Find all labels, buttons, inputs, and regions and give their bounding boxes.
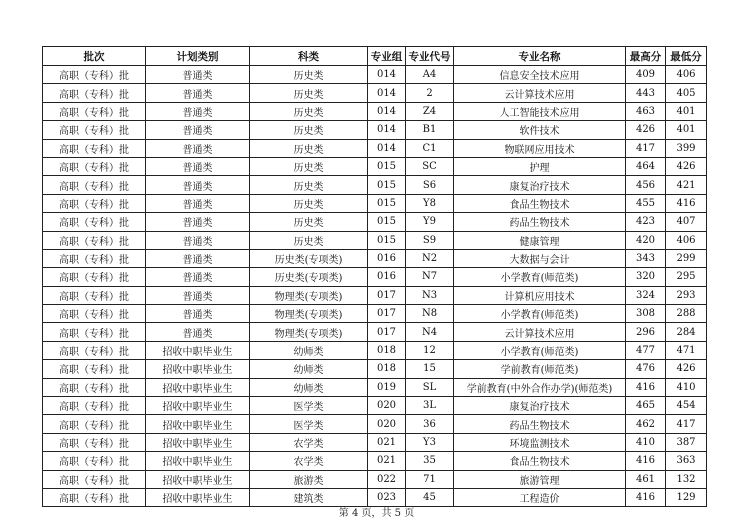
cell-batch: 高职（专科）批 (43, 286, 146, 304)
cell-min-score: 406 (666, 66, 707, 84)
cell-major-group: 020 (368, 415, 406, 433)
cell-min-score: 401 (666, 102, 707, 120)
cell-plan-category: 普通类 (146, 121, 250, 139)
cell-min-score: 405 (666, 84, 707, 102)
cell-plan-category: 招收中职毕业生 (146, 360, 250, 378)
cell-major-group: 017 (368, 286, 406, 304)
cell-major-group: 016 (368, 249, 406, 267)
cell-plan-category: 普通类 (146, 213, 250, 231)
cell-batch: 高职（专科）批 (43, 470, 146, 488)
cell-major-name: 大数据与会计 (454, 249, 626, 267)
cell-subject-type: 幼师类 (250, 378, 368, 396)
cell-min-score: 284 (666, 323, 707, 341)
header-subject-type: 科类 (250, 47, 368, 66)
cell-major-name: 食品生物技术 (454, 452, 626, 470)
table-row (43, 397, 707, 415)
cell-max-score: 343 (626, 249, 666, 267)
admission-score-table (42, 46, 707, 507)
page-footer: 第 4 页，共 5 页 (338, 508, 415, 519)
cell-major-name: 健康管理 (454, 231, 626, 249)
cell-plan-category: 普通类 (146, 194, 250, 212)
cell-major-code: 35 (406, 452, 454, 470)
cell-major-code: A4 (406, 66, 454, 84)
cell-major-group: 014 (368, 102, 406, 120)
cell-major-name: 康复治疗技术 (454, 176, 626, 194)
cell-major-name: 人工智能技术应用 (454, 102, 626, 120)
cell-min-score: 416 (666, 194, 707, 212)
cell-plan-category: 普通类 (146, 66, 250, 84)
cell-max-score: 416 (626, 488, 666, 506)
cell-plan-category: 招收中职毕业生 (146, 341, 250, 359)
header-batch: 批次 (43, 47, 146, 66)
cell-batch: 高职（专科）批 (43, 488, 146, 506)
cell-max-score: 456 (626, 176, 666, 194)
cell-major-group: 015 (368, 157, 406, 175)
cell-plan-category: 普通类 (146, 305, 250, 323)
cell-batch: 高职（专科）批 (43, 397, 146, 415)
cell-min-score: 410 (666, 378, 707, 396)
table-row (43, 268, 707, 286)
cell-major-code: C1 (406, 139, 454, 157)
cell-batch: 高职（专科）批 (43, 305, 146, 323)
cell-major-name: 食品生物技术 (454, 194, 626, 212)
table-row (43, 470, 707, 488)
cell-subject-type: 历史类 (250, 157, 368, 175)
cell-subject-type: 历史类 (250, 121, 368, 139)
cell-plan-category: 普通类 (146, 286, 250, 304)
cell-major-name: 环境监测技术 (454, 433, 626, 451)
header-major-name: 专业名称 (454, 47, 626, 66)
cell-major-code: 71 (406, 470, 454, 488)
cell-major-code: N3 (406, 286, 454, 304)
cell-major-group: 018 (368, 360, 406, 378)
cell-major-name: 护理 (454, 157, 626, 175)
cell-subject-type: 历史类(专项类) (250, 268, 368, 286)
cell-max-score: 324 (626, 286, 666, 304)
cell-major-code: Y8 (406, 194, 454, 212)
cell-min-score: 401 (666, 121, 707, 139)
cell-min-score: 387 (666, 433, 707, 451)
cell-batch: 高职（专科）批 (43, 231, 146, 249)
cell-max-score: 464 (626, 157, 666, 175)
cell-batch: 高职（专科）批 (43, 268, 146, 286)
cell-plan-category: 普通类 (146, 176, 250, 194)
table-row (43, 286, 707, 304)
table-row (43, 415, 707, 433)
cell-max-score: 409 (626, 66, 666, 84)
cell-major-code: SL (406, 378, 454, 396)
cell-batch: 高职（专科）批 (43, 452, 146, 470)
cell-major-code: 15 (406, 360, 454, 378)
cell-batch: 高职（专科）批 (43, 323, 146, 341)
cell-min-score: 407 (666, 213, 707, 231)
cell-major-code: Y3 (406, 433, 454, 451)
table-row (43, 194, 707, 212)
cell-plan-category: 招收中职毕业生 (146, 488, 250, 506)
cell-subject-type: 幼师类 (250, 341, 368, 359)
cell-max-score: 308 (626, 305, 666, 323)
cell-major-name: 康复治疗技术 (454, 397, 626, 415)
cell-major-group: 015 (368, 231, 406, 249)
cell-max-score: 443 (626, 84, 666, 102)
cell-major-code: Y9 (406, 213, 454, 231)
cell-max-score: 465 (626, 397, 666, 415)
cell-max-score: 462 (626, 415, 666, 433)
cell-major-group: 015 (368, 213, 406, 231)
cell-major-group: 014 (368, 139, 406, 157)
cell-min-score: 426 (666, 157, 707, 175)
cell-plan-category: 普通类 (146, 231, 250, 249)
cell-min-score: 421 (666, 176, 707, 194)
cell-major-code: 12 (406, 341, 454, 359)
cell-min-score: 293 (666, 286, 707, 304)
cell-major-code: 45 (406, 488, 454, 506)
cell-batch: 高职（专科）批 (43, 360, 146, 378)
cell-subject-type: 历史类 (250, 84, 368, 102)
cell-batch: 高职（专科）批 (43, 176, 146, 194)
cell-major-name: 工程造价 (454, 488, 626, 506)
cell-max-score: 416 (626, 378, 666, 396)
cell-min-score: 426 (666, 360, 707, 378)
cell-major-group: 014 (368, 66, 406, 84)
cell-major-group: 021 (368, 452, 406, 470)
header-plan-category: 计划类别 (146, 47, 250, 66)
cell-major-name: 物联网应用技术 (454, 139, 626, 157)
cell-major-code: 2 (406, 84, 454, 102)
cell-max-score: 476 (626, 360, 666, 378)
cell-plan-category: 普通类 (146, 84, 250, 102)
cell-subject-type: 历史类 (250, 194, 368, 212)
cell-subject-type: 医学类 (250, 415, 368, 433)
cell-subject-type: 农学类 (250, 452, 368, 470)
table-row (43, 102, 707, 120)
cell-major-group: 017 (368, 323, 406, 341)
cell-max-score: 410 (626, 433, 666, 451)
cell-major-code: SC (406, 157, 454, 175)
table-row (43, 84, 707, 102)
cell-major-code: 36 (406, 415, 454, 433)
cell-major-group: 016 (368, 268, 406, 286)
cell-subject-type: 建筑类 (250, 488, 368, 506)
header-major-code: 专业代号 (406, 47, 454, 66)
cell-min-score: 471 (666, 341, 707, 359)
cell-batch: 高职（专科）批 (43, 249, 146, 267)
cell-subject-type: 历史类 (250, 139, 368, 157)
header-major-group: 专业组 (368, 47, 406, 66)
cell-batch: 高职（专科）批 (43, 415, 146, 433)
cell-plan-category: 招收中职毕业生 (146, 433, 250, 451)
cell-major-code: N4 (406, 323, 454, 341)
cell-plan-category: 招收中职毕业生 (146, 415, 250, 433)
cell-subject-type: 历史类 (250, 102, 368, 120)
table-row (43, 452, 707, 470)
table-row (43, 157, 707, 175)
cell-major-name: 药品生物技术 (454, 415, 626, 433)
table-header-row (43, 47, 707, 66)
cell-major-group: 021 (368, 433, 406, 451)
header-max-score: 最高分 (626, 47, 666, 66)
table-row (43, 323, 707, 341)
cell-major-name: 计算机应用技术 (454, 286, 626, 304)
cell-max-score: 463 (626, 102, 666, 120)
cell-subject-type: 幼师类 (250, 360, 368, 378)
cell-max-score: 477 (626, 341, 666, 359)
table-row (43, 231, 707, 249)
cell-major-code: B1 (406, 121, 454, 139)
cell-subject-type: 历史类 (250, 231, 368, 249)
cell-major-group: 022 (368, 470, 406, 488)
cell-max-score: 461 (626, 470, 666, 488)
cell-major-code: S9 (406, 231, 454, 249)
cell-batch: 高职（专科）批 (43, 121, 146, 139)
cell-plan-category: 普通类 (146, 102, 250, 120)
cell-major-name: 信息安全技术应用 (454, 66, 626, 84)
cell-major-name: 云计算技术应用 (454, 323, 626, 341)
cell-batch: 高职（专科）批 (43, 102, 146, 120)
cell-max-score: 416 (626, 452, 666, 470)
cell-max-score: 320 (626, 268, 666, 286)
cell-subject-type: 物理类(专项类) (250, 323, 368, 341)
cell-major-name: 学前教育(师范类) (454, 360, 626, 378)
cell-max-score: 455 (626, 194, 666, 212)
cell-subject-type: 旅游类 (250, 470, 368, 488)
cell-major-group: 023 (368, 488, 406, 506)
cell-subject-type: 历史类 (250, 213, 368, 231)
cell-batch: 高职（专科）批 (43, 194, 146, 212)
table-row (43, 213, 707, 231)
cell-plan-category: 招收中职毕业生 (146, 397, 250, 415)
cell-batch: 高职（专科）批 (43, 84, 146, 102)
cell-major-name: 小学教育(师范类) (454, 305, 626, 323)
cell-major-name: 软件技术 (454, 121, 626, 139)
table-body (43, 66, 707, 507)
cell-batch: 高职（专科）批 (43, 157, 146, 175)
cell-min-score: 295 (666, 268, 707, 286)
cell-major-code: Z4 (406, 102, 454, 120)
cell-major-code: 3L (406, 397, 454, 415)
cell-batch: 高职（专科）批 (43, 66, 146, 84)
cell-major-name: 云计算技术应用 (454, 84, 626, 102)
cell-plan-category: 普通类 (146, 249, 250, 267)
cell-min-score: 454 (666, 397, 707, 415)
cell-plan-category: 普通类 (146, 157, 250, 175)
cell-min-score: 406 (666, 231, 707, 249)
cell-min-score: 132 (666, 470, 707, 488)
cell-min-score: 288 (666, 305, 707, 323)
cell-major-group: 014 (368, 84, 406, 102)
header-min-score: 最低分 (666, 47, 707, 66)
cell-subject-type: 物理类(专项类) (250, 286, 368, 304)
cell-major-code: N8 (406, 305, 454, 323)
table-row (43, 249, 707, 267)
cell-major-name: 旅游管理 (454, 470, 626, 488)
cell-max-score: 420 (626, 231, 666, 249)
cell-subject-type: 历史类(专项类) (250, 249, 368, 267)
cell-major-group: 020 (368, 397, 406, 415)
cell-subject-type: 历史类 (250, 176, 368, 194)
cell-major-code: N7 (406, 268, 454, 286)
cell-major-code: S6 (406, 176, 454, 194)
cell-max-score: 426 (626, 121, 666, 139)
cell-plan-category: 普通类 (146, 268, 250, 286)
cell-batch: 高职（专科）批 (43, 378, 146, 396)
table-row (43, 378, 707, 396)
cell-max-score: 296 (626, 323, 666, 341)
cell-plan-category: 普通类 (146, 139, 250, 157)
table-row (43, 139, 707, 157)
table-row (43, 305, 707, 323)
cell-batch: 高职（专科）批 (43, 139, 146, 157)
cell-major-group: 017 (368, 305, 406, 323)
cell-plan-category: 招收中职毕业生 (146, 378, 250, 396)
cell-batch: 高职（专科）批 (43, 213, 146, 231)
cell-subject-type: 物理类(专项类) (250, 305, 368, 323)
cell-subject-type: 历史类 (250, 66, 368, 84)
cell-min-score: 129 (666, 488, 707, 506)
cell-major-name: 学前教育(中外合作办学)(师范类) (454, 378, 626, 396)
table-row (43, 121, 707, 139)
cell-max-score: 417 (626, 139, 666, 157)
cell-max-score: 423 (626, 213, 666, 231)
cell-min-score: 363 (666, 452, 707, 470)
cell-min-score: 417 (666, 415, 707, 433)
cell-major-group: 019 (368, 378, 406, 396)
table-row (43, 66, 707, 84)
cell-plan-category: 招收中职毕业生 (146, 452, 250, 470)
cell-batch: 高职（专科）批 (43, 341, 146, 359)
cell-major-group: 015 (368, 176, 406, 194)
cell-subject-type: 农学类 (250, 433, 368, 451)
cell-batch: 高职（专科）批 (43, 433, 146, 451)
table-row (43, 341, 707, 359)
cell-plan-category: 普通类 (146, 323, 250, 341)
table-row (43, 433, 707, 451)
cell-major-group: 014 (368, 121, 406, 139)
cell-plan-category: 招收中职毕业生 (146, 470, 250, 488)
table-row (43, 176, 707, 194)
cell-major-code: N2 (406, 249, 454, 267)
cell-min-score: 399 (666, 139, 707, 157)
cell-major-group: 015 (368, 194, 406, 212)
cell-major-group: 018 (368, 341, 406, 359)
cell-min-score: 299 (666, 249, 707, 267)
cell-subject-type: 医学类 (250, 397, 368, 415)
table-row (43, 360, 707, 378)
cell-major-name: 小学教育(师范类) (454, 341, 626, 359)
cell-major-name: 药品生物技术 (454, 213, 626, 231)
cell-major-name: 小学教育(师范类) (454, 268, 626, 286)
